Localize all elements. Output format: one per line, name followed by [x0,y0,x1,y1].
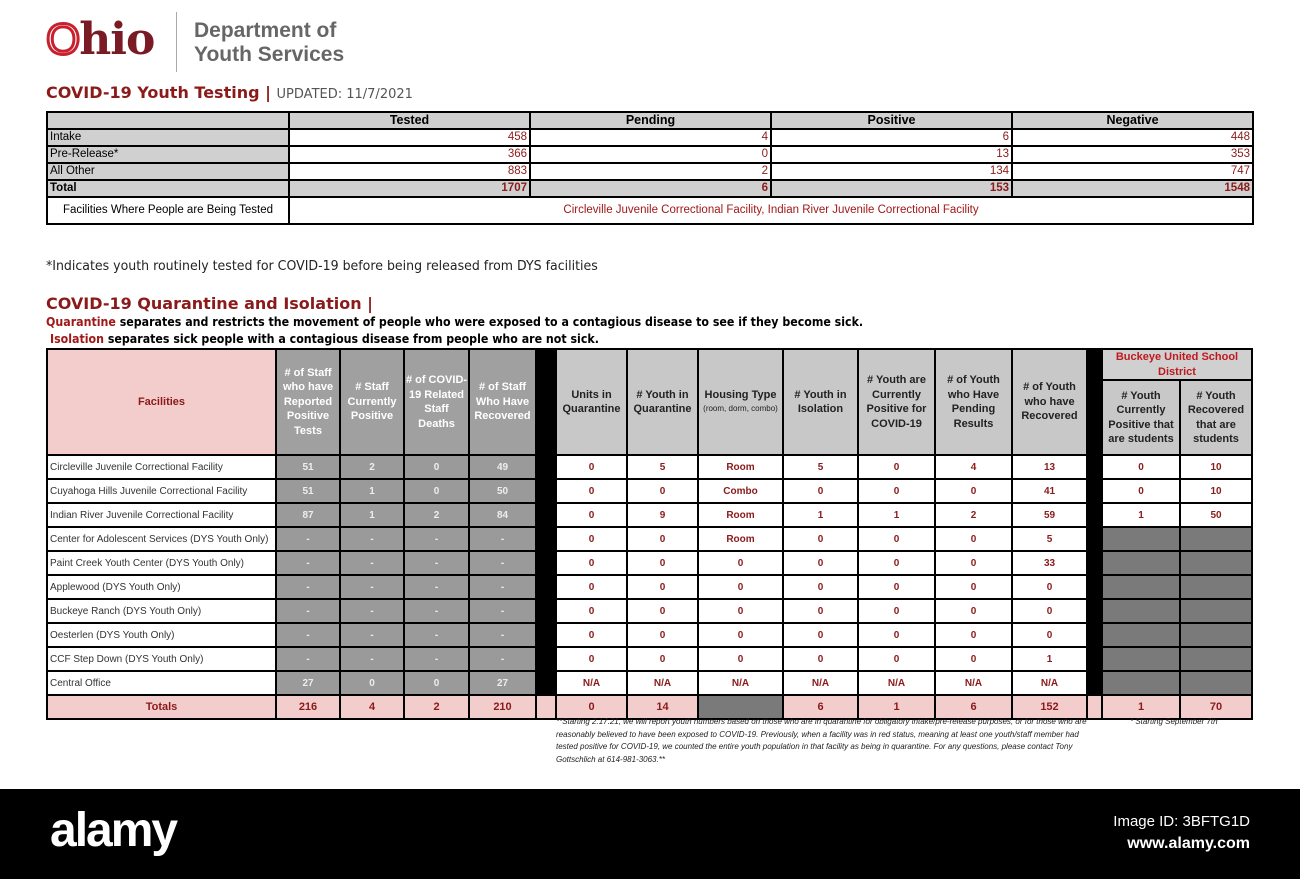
staff-cell: 51 [276,479,340,503]
staff-cell: 2 [404,503,469,527]
staff-cell: - [404,599,469,623]
row-label: Pre-Release* [47,146,289,163]
youth-cell: N/A [627,671,698,695]
youth-cell: 0 [556,503,627,527]
separator [1087,623,1102,647]
total-cell: 1 [858,695,935,719]
youth-cell: 0 [935,647,1012,671]
ohio-logo: Ohio [46,14,155,65]
youth-cell: 0 [935,599,1012,623]
facility-name: Central Office [47,671,276,695]
total-cell: 2 [404,695,469,719]
youth-cell: 0 [858,599,935,623]
facility-name: Applewood (DYS Youth Only) [47,575,276,599]
youth-cell: 0 [556,575,627,599]
school-cell-empty [1180,647,1252,671]
row-label: All Other [47,163,289,180]
staff-cell: 0 [404,671,469,695]
total-cell: 70 [1180,695,1252,719]
facility-row [47,623,1252,647]
youth-cell: 0 [858,575,935,599]
staff-cell: 27 [276,671,340,695]
school-cell-empty [1180,551,1252,575]
youth-cell: N/A [1012,671,1087,695]
youth-cell: N/A [858,671,935,695]
youth-cell: 41 [1012,479,1087,503]
youth-cell: 0 [698,623,783,647]
total-cell: 14 [627,695,698,719]
school-cell-empty [1180,671,1252,695]
staff-cell: - [469,623,536,647]
column-header: Tested [289,112,530,129]
youth-cell: 5 [627,455,698,479]
separator [1087,551,1102,575]
staff-cell: - [404,575,469,599]
header-blank [47,112,289,129]
housing-type-label: Housing Type [704,388,777,401]
youth-cell: 0 [858,479,935,503]
total-cell: 6 [783,695,858,719]
facility-name: Indian River Juvenile Correctional Facility [47,503,276,527]
staff-column-header: # Staff Currently Positive [340,349,404,455]
youth-cell: 1 [1012,647,1087,671]
column-header: Pending [530,112,771,129]
column-header: Negative [1012,112,1253,129]
school-cell: 10 [1180,455,1252,479]
value-cell: 2 [530,163,771,180]
totals-label: Totals [47,695,276,719]
staff-cell: - [340,527,404,551]
separator [536,695,556,719]
staff-cell: 2 [340,455,404,479]
youth-cell: 0 [556,479,627,503]
school-cell-empty [1102,647,1180,671]
youth-cell: 9 [627,503,698,527]
alamy-logo: alamy [50,804,177,857]
staff-cell: 49 [469,455,536,479]
total-cell: 152 [1012,695,1087,719]
school-cell-empty [1180,623,1252,647]
youth-cell: 0 [858,647,935,671]
facility-name: Paint Creek Youth Center (DYS Youth Only) [47,551,276,575]
staff-cell: 84 [469,503,536,527]
separator [536,575,556,599]
separator [1087,647,1102,671]
youth-cell: N/A [935,671,1012,695]
facility-name: Buckeye Ranch (DYS Youth Only) [47,599,276,623]
youth-cell: 13 [1012,455,1087,479]
total-cell: 4 [340,695,404,719]
separator [536,349,556,455]
youth-cell: 0 [556,527,627,551]
youth-cell: 0 [627,575,698,599]
youth-cell: N/A [556,671,627,695]
youth-cell: 0 [858,455,935,479]
facility-name: Oesterlen (DYS Youth Only) [47,623,276,647]
youth-cell: 0 [556,623,627,647]
value-cell: 134 [771,163,1012,180]
school-cell-empty [1102,671,1180,695]
housing-type-sub: (room, dorm, combo) [703,404,778,413]
staff-cell: - [404,551,469,575]
youth-column-header: # of Youth who have Recovered [1012,349,1087,455]
total-cell: 1 [1102,695,1180,719]
separator [536,671,556,695]
youth-cell: Room [698,455,783,479]
youth-cell: 0 [858,551,935,575]
staff-cell: - [404,647,469,671]
staff-cell: - [276,599,340,623]
staff-cell: 0 [404,455,469,479]
staff-cell: 1 [340,479,404,503]
youth-cell: 0 [627,599,698,623]
youth-cell: 1 [858,503,935,527]
youth-cell: 0 [935,527,1012,551]
youth-cell: 5 [783,455,858,479]
value-cell: 353 [1012,146,1253,163]
youth-cell: 59 [1012,503,1087,527]
value-cell: 883 [289,163,530,180]
school-note: * Starting September 7th [1130,717,1218,726]
youth-cell: 0 [783,479,858,503]
facility-row [47,671,1252,695]
youth-cell: 0 [783,599,858,623]
youth-cell: 0 [783,551,858,575]
value-cell: 1707 [289,180,530,197]
image-id: Image ID: 3BFTG1D [1113,813,1250,830]
school-cell: 0 [1102,479,1180,503]
testing-row [47,163,1253,180]
total-cell: 0 [556,695,627,719]
value-cell: 13 [771,146,1012,163]
staff-column-header: # of Staff Who Have Recovered [469,349,536,455]
separator [536,599,556,623]
separator [1087,503,1102,527]
facility-row [47,575,1252,599]
facility-name: Cuyahoga Hills Juvenile Correctional Facility [47,479,276,503]
youth-column-header: # of Youth who Have Pending Results [935,349,1012,455]
testing-footnote: *Indicates youth routinely tested for COVID-19 before being released from DYS facilities [46,258,598,274]
facilities-tested-row [47,197,1253,224]
row-label: Intake [47,129,289,146]
youth-cell: 0 [698,551,783,575]
testing-table [46,111,1254,225]
testing-total-row [47,180,1253,197]
staff-cell: - [404,623,469,647]
staff-cell: 27 [469,671,536,695]
youth-cell: 0 [627,479,698,503]
youth-cell: 0 [627,647,698,671]
youth-cell: 5 [1012,527,1087,551]
youth-cell: 1 [783,503,858,527]
staff-cell: - [469,551,536,575]
separator [1087,575,1102,599]
staff-cell: - [469,647,536,671]
youth-cell: 0 [698,575,783,599]
youth-cell: 0 [783,623,858,647]
school-cell-empty [1180,575,1252,599]
youth-cell: 0 [556,455,627,479]
testing-title: COVID-19 Youth Testing | UPDATED: 11/7/2021 [46,83,413,102]
youth-cell: 0 [783,575,858,599]
staff-cell: - [276,623,340,647]
staff-column-header: # of COVID-19 Related Staff Deaths [404,349,469,455]
staff-cell: - [340,647,404,671]
youth-cell: 0 [935,623,1012,647]
youth-column-header: Units in Quarantine [556,349,627,455]
staff-cell: 50 [469,479,536,503]
school-cell: 1 [1102,503,1180,527]
quarantine-definition: Quarantine separates and restricts the movement of people who were exposed to a contagious disease to see if they become sick. [46,315,864,329]
school-cell-empty [1180,527,1252,551]
watermark-footer [0,789,1300,879]
school-column-header: # Youth Recovered that are students [1180,380,1252,455]
youth-cell: 0 [783,647,858,671]
separator [1087,527,1102,551]
staff-cell: - [340,623,404,647]
school-cell-empty [1180,599,1252,623]
testing-header-row [47,112,1253,129]
school-cell: 10 [1180,479,1252,503]
value-cell: 366 [289,146,530,163]
separator [536,551,556,575]
staff-cell: - [276,575,340,599]
youth-cell: 0 [627,551,698,575]
youth-cell: 0 [1012,623,1087,647]
quarantine-title: COVID-19 Quarantine and Isolation | [46,294,374,313]
facilities-value: Circleville Juvenile Correctional Facility, Indian River Juvenile Correctional Facility [289,197,1253,224]
youth-column-header [698,349,783,455]
school-cell: 0 [1102,455,1180,479]
youth-column-header: # Youth in Quarantine [627,349,698,455]
separator [536,455,556,479]
facilities-label: Facilities Where People are Being Tested [47,197,289,224]
facilities-header: Facilities [47,349,276,455]
youth-cell: 0 [627,527,698,551]
separator [536,503,556,527]
facility-row [47,647,1252,671]
value-cell: 4 [530,129,771,146]
value-cell: 747 [1012,163,1253,180]
department-name: Department of Youth Services [194,19,345,66]
staff-cell: 0 [404,479,469,503]
school-cell-empty [1102,599,1180,623]
staff-cell: - [469,575,536,599]
youth-cell: Room [698,503,783,527]
youth-cell: 0 [556,647,627,671]
youth-cell: 0 [556,599,627,623]
school-cell-empty [1102,527,1180,551]
separator [1087,479,1102,503]
staff-cell: 0 [340,671,404,695]
separator [536,647,556,671]
staff-cell: - [340,599,404,623]
quarantine-header-row [47,349,1252,380]
separator [1087,349,1102,455]
school-cell: 50 [1180,503,1252,527]
staff-cell: - [276,647,340,671]
youth-column-header: # Youth are Currently Positive for COVID-19 [858,349,935,455]
column-header: Positive [771,112,1012,129]
youth-cell: 0 [858,527,935,551]
separator [536,623,556,647]
youth-cell: 0 [556,551,627,575]
total-cell: 210 [469,695,536,719]
row-label: Total [47,180,289,197]
staff-cell: - [404,527,469,551]
facility-row [47,479,1252,503]
youth-cell: 0 [783,527,858,551]
youth-cell: 0 [935,479,1012,503]
youth-cell: 0 [1012,575,1087,599]
youth-cell: N/A [698,671,783,695]
total-cell: 6 [935,695,1012,719]
value-cell: 0 [530,146,771,163]
testing-row [47,146,1253,163]
separator [536,479,556,503]
youth-cell: 0 [698,647,783,671]
youth-cell: 0 [698,599,783,623]
total-cell: 216 [276,695,340,719]
staff-cell: - [469,599,536,623]
youth-cell: Combo [698,479,783,503]
school-column-header: # Youth Currently Positive that are students [1102,380,1180,455]
facility-name: CCF Step Down (DYS Youth Only) [47,647,276,671]
facility-row [47,455,1252,479]
staff-cell: - [340,551,404,575]
facility-name: Circleville Juvenile Correctional Facility [47,455,276,479]
value-cell: 153 [771,180,1012,197]
staff-cell: 1 [340,503,404,527]
school-cell-empty [1102,575,1180,599]
quarantine-table [46,348,1253,720]
youth-column-header: # Youth in Isolation [783,349,858,455]
value-cell: 458 [289,129,530,146]
school-cell-empty [1102,551,1180,575]
separator [1087,671,1102,695]
staff-column-header: # of Staff who have Reported Positive Tests [276,349,340,455]
testing-row [47,129,1253,146]
separator [1087,599,1102,623]
youth-cell: 0 [858,623,935,647]
updated-date: UPDATED: 11/7/2021 [276,87,413,102]
youth-cell: 0 [1012,599,1087,623]
value-cell: 6 [771,129,1012,146]
facility-row [47,503,1252,527]
youth-cell: 0 [627,623,698,647]
facility-row [47,599,1252,623]
staff-cell: 87 [276,503,340,527]
isolation-definition: Isolation separates sick people with a contagious disease from people who are not sick. [50,332,599,346]
staff-cell: - [276,551,340,575]
logo-divider [176,12,177,72]
value-cell: 448 [1012,129,1253,146]
staff-cell: - [276,527,340,551]
youth-cell: N/A [783,671,858,695]
youth-cell: 0 [935,551,1012,575]
value-cell: 1548 [1012,180,1253,197]
facility-name: Center for Adolescent Services (DYS Youth Only) [47,527,276,551]
youth-cell: 4 [935,455,1012,479]
youth-cell: 0 [935,575,1012,599]
separator [1087,455,1102,479]
value-cell: 6 [530,180,771,197]
facility-row [47,527,1252,551]
staff-cell: 51 [276,455,340,479]
youth-cell: Room [698,527,783,551]
staff-cell: - [340,575,404,599]
youth-cell: 33 [1012,551,1087,575]
quarantine-note: **Starting 2.17.21, we will report youth numbers based on those who are in quarantine for obligatory intake/pre-release purposes, or for those who are reasonably believed to have been exposed to COVID-19. Previously, when a facility was in red status, meaning at least one youth/staff member had tested positive for COVID-19, we counted the entire youth population in that facility as being in quarantine. For any questions, please contact Tony Gottschlich at 614-981-3063.** [556,717,1087,764]
facility-row [47,551,1252,575]
school-cell-empty [1102,623,1180,647]
separator [536,527,556,551]
youth-cell: 2 [935,503,1012,527]
staff-cell: - [469,527,536,551]
school-district-header: Buckeye United School District [1102,349,1252,380]
alamy-url: www.alamy.com [1127,835,1250,852]
